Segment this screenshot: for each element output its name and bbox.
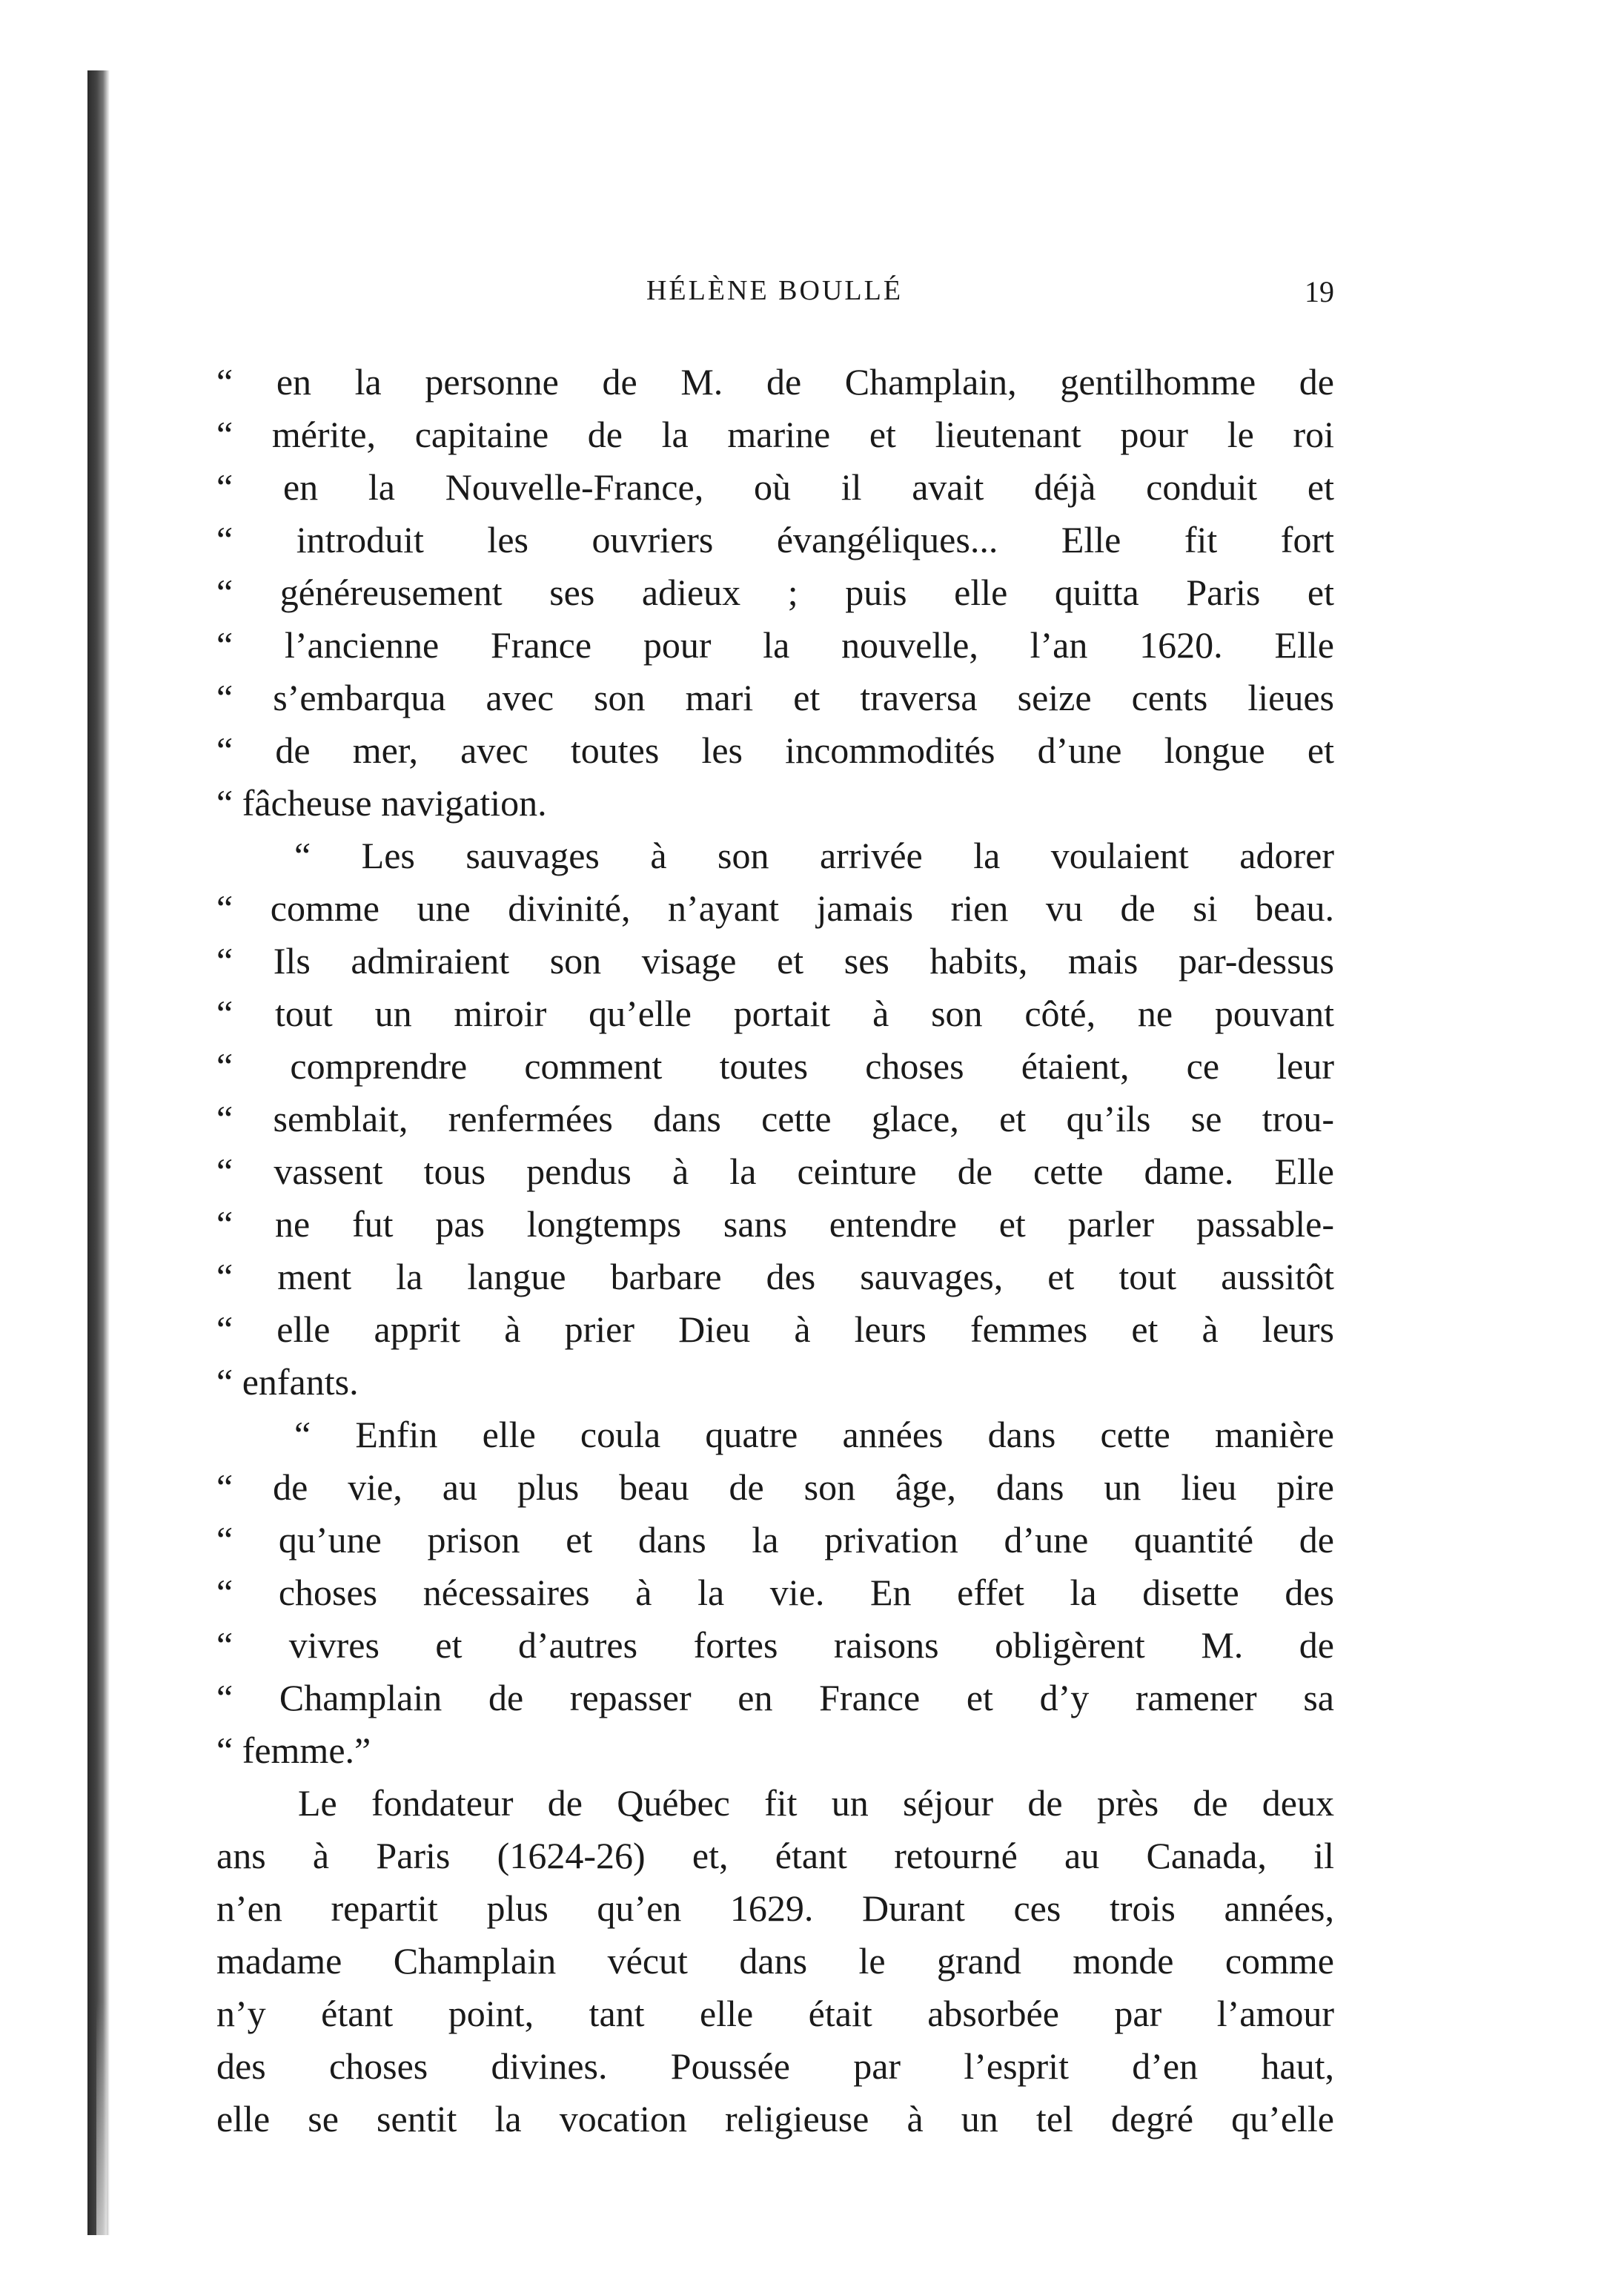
body-text bbox=[216, 356, 1334, 2145]
text-line: “ vivres et d’autres fortes raisons obligèrent M. de bbox=[216, 1624, 1334, 1666]
text-line: “ en la Nouvelle-France, où il avait déjà conduit et bbox=[216, 466, 1334, 508]
text-line: Le fondateur de Québec fit un séjour de près de deux bbox=[298, 1782, 1334, 1824]
text-line: “ de mer, avec toutes les incommodités d’une longue et bbox=[216, 729, 1334, 771]
text-line: “ mérite, capitaine de la marine et lieutenant pour le roi bbox=[216, 414, 1334, 455]
text-line: “ enfants. bbox=[216, 1361, 359, 1403]
text-line: “ vassent tous pendus à la ceinture de cette dame. Elle bbox=[216, 1151, 1334, 1192]
text-line: “ comprendre comment toutes choses étaient, ce leur bbox=[216, 1045, 1334, 1087]
running-title: HÉLÈNE BOULLÉ bbox=[646, 275, 904, 306]
text-line: des choses divines. Poussée par l’esprit d’en haut, bbox=[216, 2045, 1334, 2087]
text-line: “ s’embarqua avec son mari et traversa seize cents lieues bbox=[216, 677, 1334, 718]
text-line: “ qu’une prison et dans la privation d’une quantité de bbox=[216, 1519, 1334, 1560]
text-line: “ fâcheuse navigation. bbox=[216, 782, 547, 824]
page-binding-edge bbox=[87, 70, 110, 2235]
text-line: “ Ils admiraient son visage et ses habits, mais par-dessus bbox=[216, 940, 1334, 982]
page-number: 19 bbox=[1305, 275, 1334, 308]
text-line: “ elle apprit à prier Dieu à leurs femmes et à leurs bbox=[216, 1308, 1334, 1350]
text-line: “ introduit les ouvriers évangéliques... Elle fit fort bbox=[216, 519, 1334, 560]
text-line: “ semblait, renfermées dans cette glace, et qu’ils se trou- bbox=[216, 1098, 1334, 1139]
text-line: “ Champlain de repasser en France et d’y ramener sa bbox=[216, 1677, 1334, 1718]
text-line: n’y étant point, tant elle était absorbée par l’amour bbox=[216, 1993, 1334, 2034]
text-line: elle se sentit la vocation religieuse à un tel degré qu’elle bbox=[216, 2098, 1334, 2139]
text-line: “ l’ancienne France pour la nouvelle, l’an 1620. Elle bbox=[216, 624, 1334, 666]
text-line: “ Les sauvages à son arrivée la voulaient adorer bbox=[294, 835, 1334, 876]
text-line: “ choses nécessaires à la vie. En effet la disette des bbox=[216, 1572, 1334, 1613]
text-line: ans à Paris (1624-26) et, étant retourné au Canada, il bbox=[216, 1835, 1334, 1876]
text-line: “ ne fut pas longtemps sans entendre et parler passable- bbox=[216, 1203, 1334, 1245]
page-header bbox=[215, 274, 1334, 319]
text-line: “ généreusement ses adieux ; puis elle quitta Paris et bbox=[216, 572, 1334, 613]
text-line: n’en repartit plus qu’en 1629. Durant ces trois années, bbox=[216, 1887, 1334, 1929]
text-line: “ femme.” bbox=[216, 1730, 371, 1771]
text-line: “ en la personne de M. de Champlain, gentilhomme de bbox=[216, 361, 1334, 403]
text-line: “ comme une divinité, n’ayant jamais rien vu de si beau. bbox=[216, 887, 1334, 929]
text-line: “ de vie, au plus beau de son âge, dans un lieu pire bbox=[216, 1466, 1334, 1508]
page-binding-edge-fade bbox=[96, 2002, 107, 2239]
text-line: “ tout un miroir qu’elle portait à son côté, ne pouvant bbox=[216, 993, 1334, 1034]
text-line: madame Champlain vécut dans le grand monde comme bbox=[216, 1940, 1334, 1982]
text-line: “ Enfin elle coula quatre années dans cette manière bbox=[294, 1414, 1334, 1455]
text-line: “ ment la langue barbare des sauvages, et tout aussitôt bbox=[216, 1256, 1334, 1297]
